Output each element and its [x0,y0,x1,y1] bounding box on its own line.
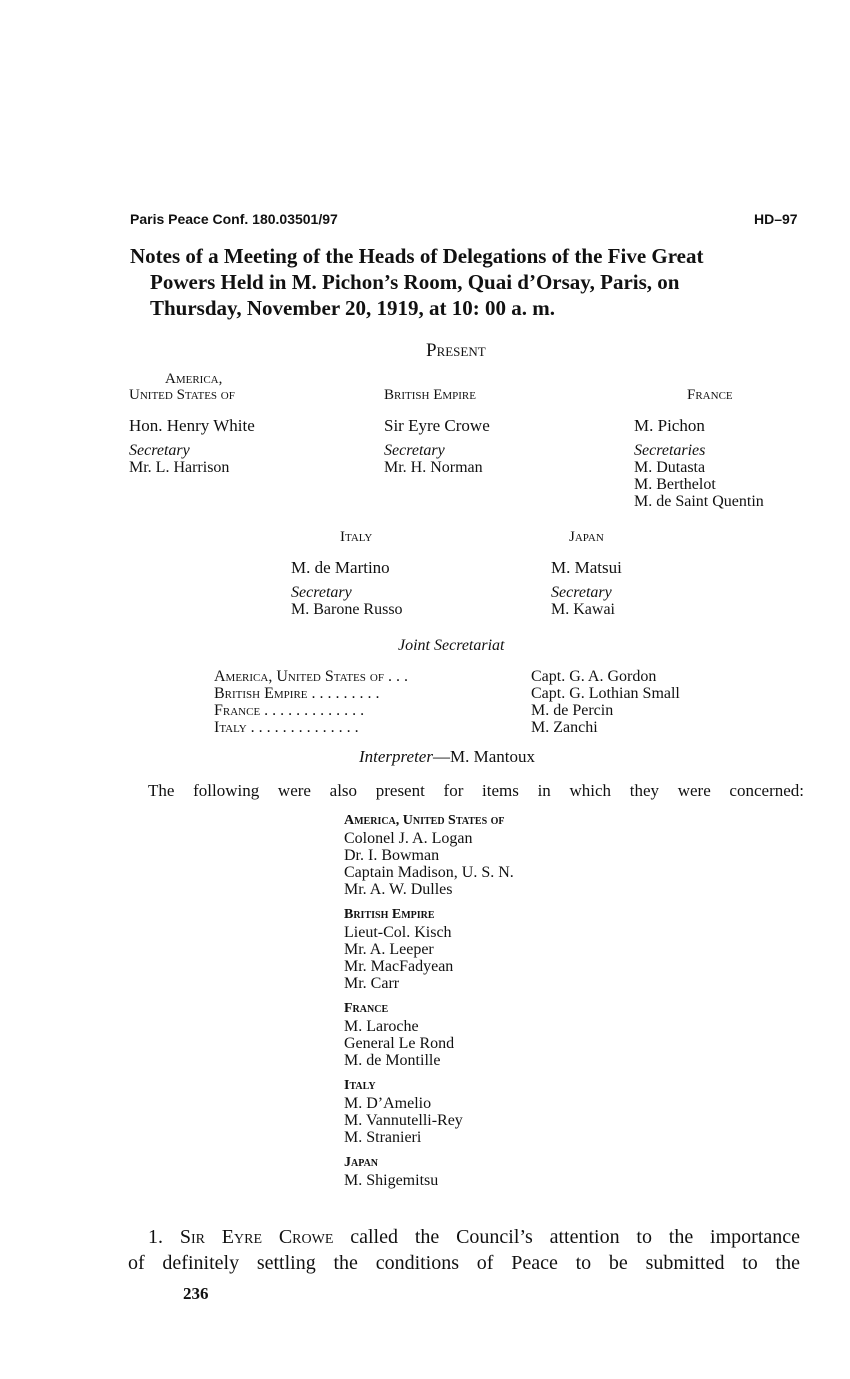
present-heading: Present [426,340,486,361]
delegation-head: Sir Eyre Crowe [384,416,490,435]
page-number: 236 [183,1284,209,1303]
delegation-head: M. de Martino [291,558,390,577]
title-line-3: Thursday, November 20, 1919, at 10: 00 a. m. [150,296,556,320]
country-name: Japan [569,529,604,545]
attendee-name: M. Stranieri [344,1129,422,1146]
secretariat-country: America, United States of . . . [214,668,408,685]
title-line-1: Notes of a Meeting of the Heads of Delegations of the Five Great [130,244,704,268]
attendee-name: Lieut-Col. Kisch [344,924,452,941]
title-line-2: Powers Held in M. Pichon’s Room, Quai d’Orsay, Paris, on [150,270,680,294]
interpreter-line [359,747,535,767]
secretary-name: Mr. L. Harrison [129,459,230,476]
secretary-label: Secretary [384,442,445,459]
attendee-name: M. Laroche [344,1018,419,1035]
country-name: British Empire [384,387,476,403]
secretariat-country: Italy . . . . . . . . . . . . . . [214,719,359,736]
attendee-name: Mr. A. W. Dulles [344,881,453,898]
delegation-america [129,371,255,476]
attendee-name: M. Vannutelli-Rey [344,1112,463,1129]
group-country: America, United States of [344,813,505,828]
attendee-name: M. D’Amelio [344,1095,432,1112]
attendee-name: Mr. MacFadyean [344,958,454,975]
attendee-name: M. Shigemitsu [344,1172,439,1189]
secretariat-row [214,668,734,685]
secretariat-row [214,685,734,702]
secretariat-country: France . . . . . . . . . . . . . [214,702,365,719]
paragraph-number: 1. [148,1226,163,1248]
group-country: France [344,1001,389,1016]
secretary-name: Mr. H. Norman [384,459,483,476]
joint-secretariat-heading: Joint Secretariat [398,637,505,654]
document-code: HD–97 [754,211,798,227]
secretariat-row [214,719,734,736]
group-country: British Empire [344,907,435,922]
attendee-name: General Le Rond [344,1035,455,1052]
secretary-label: Secretaries [634,442,706,459]
secretariat-row [214,702,734,719]
also-present-intro: The following were also present for items in which they were concerned: [148,781,804,800]
secretariat-name: M. Zanchi [531,719,598,736]
delegation-british-empire [384,387,490,476]
paragraph-text: called the Council’s attention to the importance [350,1226,801,1248]
secretary-name: M. Barone Russo [291,601,403,618]
attendee-name: M. de Montille [344,1052,441,1069]
interpreter-label: Interpreter [359,747,433,766]
delegation-france [634,387,764,510]
attendee-name: Captain Madison, U. S. N. [344,864,514,881]
secretariat-name: M. de Percin [531,702,614,719]
secretary-name: M. Dutasta [634,459,706,476]
secretariat-name: Capt. G. A. Gordon [531,668,657,685]
secretariat-name: Capt. G. Lothian Small [531,685,680,702]
delegation-italy [291,529,403,618]
secretary-name: M. de Saint Quentin [634,493,764,510]
attendee-name: Mr. A. Leeper [344,941,434,958]
secretary-label: Secretary [291,584,352,601]
paragraph-speaker: Sir Eyre Crowe [179,1226,334,1248]
secretary-label: Secretary [551,584,612,601]
delegation-head: M. Pichon [634,416,705,435]
delegation-head: Hon. Henry White [129,416,255,435]
paragraph-line-1 [148,1224,800,1251]
attendee-name: Mr. Carr [344,975,400,992]
country-name: France [687,387,733,403]
interpreter-name: —M. Mantoux [432,747,535,766]
paragraph-line-2: of definitely settling the conditions of Peace to be submitted to the [128,1252,800,1274]
delegation-japan [551,529,622,618]
document-reference: Paris Peace Conf. 180.03501/97 [130,211,338,227]
group-country: Italy [344,1078,376,1093]
group-country: Japan [344,1155,379,1170]
secretary-label: Secretary [129,442,190,459]
country-name: Italy [340,529,373,545]
attendee-name: Colonel J. A. Logan [344,830,473,847]
country-name: America, [165,371,223,387]
secretary-name: M. Berthelot [634,476,716,493]
secretary-name: M. Kawai [551,601,615,618]
delegation-head: M. Matsui [551,558,622,577]
country-name: United States of [129,387,235,403]
also-present-list [344,812,514,1189]
secretariat-country: British Empire . . . . . . . . . [214,685,380,702]
attendee-name: Dr. I. Bowman [344,847,440,864]
